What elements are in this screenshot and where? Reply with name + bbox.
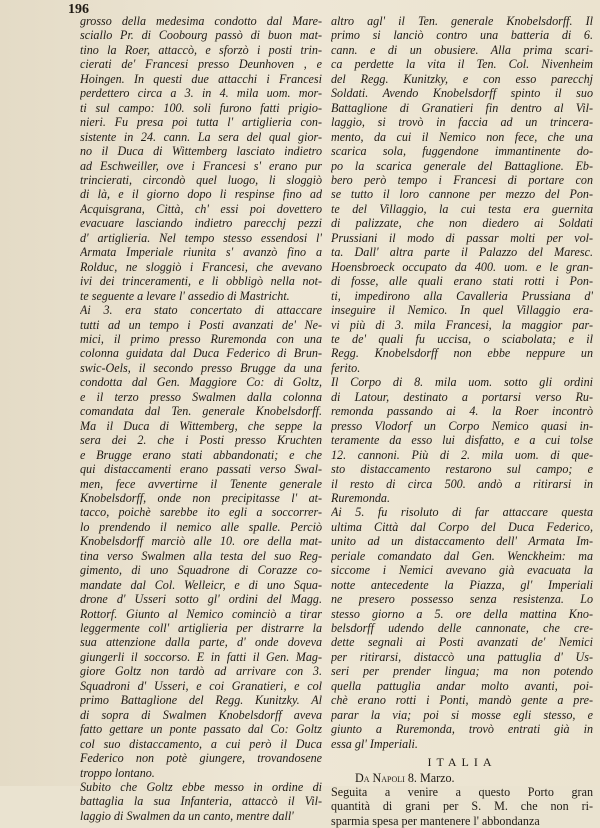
- text-line: il resto di circa 500. andò a ritirarsi in: [331, 476, 593, 491]
- text-line: Seguita a venire a questo Porto gran: [331, 785, 593, 800]
- text-line: giunto a Ruremonda, trovò entrati già in: [331, 722, 593, 737]
- text-line: comandata dal Ten. generale Knobelsdorff.: [80, 404, 322, 419]
- text-line: Prussiani il modo di passar molti per vol-: [331, 230, 593, 245]
- text-line: Rolduc, ne sloggiò i Francesi, che avevano: [80, 259, 322, 274]
- text-line: ne presero possesso senza resistenza. Lo: [331, 592, 593, 607]
- text-line: tutti ad un tempo i Posti avanzati de' Ne-: [80, 317, 322, 332]
- text-line: notte antecedente la Piazza, gl' Imperiali: [331, 577, 593, 592]
- final-paragraph: [331, 785, 593, 828]
- text-line: fatto gettare un ponte passato dal Co: Goltz: [80, 722, 322, 737]
- text-line: giore Goltz non tardò ad arrivare con 3.: [80, 664, 322, 679]
- dateline-date: 8. Marzo.: [407, 770, 455, 785]
- text-line: di palizzate, che non diedero ai Soldati: [331, 216, 593, 231]
- text-line: gimento, di uno Squadrone di Corazze co-: [80, 563, 322, 578]
- text-line: cann. e di un obusiere. Alla prima scari-: [331, 42, 593, 57]
- text-line: sistente in 24. cann. La sera del qual gior-: [80, 129, 322, 144]
- text-line: grosso della medesima condotto dal Mare-: [80, 14, 322, 28]
- text-line: del Regg. Kunitzky, e con esso parecchj: [331, 71, 593, 86]
- text-line: mento, da cui il Nemico non fece, che una: [331, 129, 593, 144]
- text-line: leggermente coll' artiglieria per distrarre la: [80, 621, 322, 636]
- text-line: te de' quali fu uccisa, o sciabolata; e il: [331, 331, 593, 346]
- text-line: troppo lontano.: [80, 765, 155, 780]
- text-line: Regg. Knobelsdorff non ebbe neppure un: [331, 346, 593, 361]
- text-line: presso Vlodorf un Corpo Nemico quasi in-: [331, 418, 593, 433]
- text-line: parar la via; poi si mosse egli stesso, e: [331, 707, 593, 722]
- text-line: tino la Roer, attaccò, e sforzò i posti trin-: [80, 42, 322, 57]
- text-line: primo Battaglione del Regg. Kunitzky. Al: [80, 693, 322, 708]
- text-line: Federico non potè giungere, trovandosene: [80, 751, 322, 766]
- text-line: di sopra di Swalmen Knobelsdorff aveva: [80, 707, 322, 722]
- text-line: seri per prender lingua; ma non potendo: [331, 664, 593, 679]
- text-line: ivi dei trinceramenti, e li obbligò nella not-: [80, 274, 322, 289]
- text-line: dette segnali ai Posti avanzati de' Nemici: [331, 635, 593, 650]
- text-line: nieri. Fu presa poi tutta l' artiglieria con-: [80, 115, 322, 130]
- text-line: Hoingen. In questi due attacchi i Francesi: [80, 71, 322, 86]
- left-column: [80, 14, 322, 823]
- text-line: inseguire il Nemico. In quel Villaggio era-: [331, 303, 593, 318]
- text-line: teramente da esso lui disfatto, e a cui tolse: [331, 433, 593, 448]
- text-line: essa gl' Imperiali.: [331, 736, 418, 751]
- text-line: te seguente a levare l' assedio di Mastricht.: [80, 288, 290, 303]
- text-line: di fosse, alle quali erano stati rotti i Pon-: [331, 274, 593, 289]
- text-line: mandate dal Col. Welleicr, e di uno Squa-: [80, 577, 322, 592]
- text-line: Il Corpo di 8. mila uom. sotto gli ordini: [331, 375, 593, 390]
- text-line: chè erano rotti i Ponti, mandò gente a pre-: [331, 693, 593, 708]
- text-line: Hoensbroeck occupato da 400. uom. e le gran-: [331, 259, 593, 274]
- text-line: te del Villaggio, la cui testa era guernita: [331, 201, 593, 216]
- text-line: 12. cannoni. Più di 2. mila uom. di que-: [331, 447, 593, 462]
- text-line: d' artiglieria. Nel tempo stesso essendosi l': [80, 230, 322, 245]
- text-line: condotta dal Gen. Maggiore Co: di Goltz,: [80, 375, 322, 390]
- text-line: po la scarica generale del Battaglione. Eb-: [331, 158, 593, 173]
- text-line: Ma il Duca di Wittemberg, che seppe la: [80, 418, 322, 433]
- text-line: Knobelsdorff marciò alle 10. ore della mat-: [80, 534, 322, 549]
- text-line: remonda passando ai 4. la Roer incontrò: [331, 404, 593, 419]
- text-line: ad Eschweiller, ove i Francesi s' erano pur: [80, 158, 322, 173]
- text-line: altro agl' il Ten. generale Knobelsdorff. Il: [331, 14, 593, 28]
- text-line: ca perdette la vita il Ten. Col. Nivenheim: [331, 57, 593, 72]
- text-line: Knobelsdorff, onde non precipitasse l' at-: [80, 490, 322, 505]
- text-line: Subito che Goltz ebbe messo in ordine di: [80, 780, 322, 795]
- text-line: quantità di grani per S. M. che non ri-: [331, 799, 593, 814]
- text-line: Soldati. Avendo Knobelsdorff spinto il suo: [331, 86, 593, 101]
- text-line: laggio, si trovò in faccia ad un trincera-: [331, 115, 593, 130]
- text-line: cierati de' Francesi presso Deunhoven , e: [80, 57, 322, 72]
- text-line: vi più di 3. mila Francesi, la maggior par-: [331, 317, 593, 332]
- text-line: swic-Oels, il secondo presso Brugge da una: [80, 360, 322, 375]
- text-line: mici, il primo presso Ruremonda con una: [80, 331, 322, 346]
- text-line: e Brugge erano stati abbandonati; e che: [80, 447, 322, 462]
- text-line: ferito.: [331, 360, 361, 375]
- text-line: di là, e il giorno dopo li respinse fino ad: [80, 187, 322, 202]
- right-column: [331, 14, 593, 828]
- text-line: periale comandato dal Gen. Wenckheim: ma: [331, 548, 593, 563]
- text-line: battaglia la sua Infanteria, attaccò il Vil-: [80, 794, 322, 809]
- text-line: tina verso Swalmen alla testa del suo Reg-: [80, 548, 322, 563]
- text-line: siccome i Nemici avevano già evacuata la: [331, 563, 593, 578]
- text-line: ti sul campo: 100. soli furono fatti prigio-: [80, 100, 322, 115]
- text-line: Armata Imperiale riunita s' avanzò fino a: [80, 245, 322, 260]
- text-line: quella pattuglia andar molto avanti, poi-: [331, 678, 593, 693]
- text-line: unito ad un distaccamento dell' Armata Im-: [331, 534, 593, 549]
- dateline: [331, 771, 593, 785]
- text-line: e il terzo presso Swalmen dalla colonna: [80, 389, 322, 404]
- right-column-body: [331, 14, 593, 751]
- text-line: sua attenzione dalla parte, d' onde doveva: [80, 635, 322, 650]
- text-line: qui distaccamenti erano passati verso Swal-: [80, 462, 322, 477]
- text-line: col suo distaccamento, a cui però il Duca: [80, 736, 322, 751]
- text-line: se tutto il loro cannone per mezzo del Pon-: [331, 187, 593, 202]
- text-line: sciallo Pr. di Coobourg passò di buon mat-: [80, 28, 322, 43]
- text-line: ti, impedirono alla Cavalleria Prussiana d': [331, 288, 593, 303]
- text-line: Rottorf. Giunto al Nemico cominciò a tirar: [80, 606, 322, 621]
- text-line: Ai 5. fu risoluto di far attaccare questa: [331, 505, 593, 520]
- text-line: Ai 3. era stato concertato di attaccare: [80, 303, 322, 318]
- text-line: bero però tempo i Francesi di portare con: [331, 172, 593, 187]
- text-line: Ruremonda.: [331, 490, 391, 505]
- text-line: sera dei 2. che i Posti presso Kruchten: [80, 433, 322, 448]
- text-line: sparmia spesa per mantenere l' abbondanza: [331, 813, 540, 828]
- text-line: sto distaccamento restarono sul campo; e: [331, 462, 593, 477]
- text-line: scarica sola, fuggendone immantinente do-: [331, 144, 593, 159]
- text-line: tacco, poichè sarebbe ito egli a soccorrer-: [80, 505, 322, 520]
- text-line: per ritirarsi, distaccò una pattuglia d' Us-: [331, 649, 593, 664]
- text-line: men, fece avvertirne il Tenente generale: [80, 476, 322, 491]
- text-line: Battaglione di Granatieri fin dentro al Vil-: [331, 100, 593, 115]
- text-line: no il Duca di Wittemberg lasciato indietro: [80, 144, 322, 159]
- text-line: perdettero circa a 3. in 4. mila uom. mor-: [80, 86, 322, 101]
- text-line: ta. Dall' altra parte il Palazzo del Maresc.: [331, 245, 593, 260]
- text-line: trincierati, circondò quel luogo, li sloggiò: [80, 172, 322, 187]
- page-number: 196: [68, 2, 89, 17]
- text-line: colonna guidata dal Duca Federico di Brun-: [80, 346, 322, 361]
- section-heading: ITALIA: [427, 755, 497, 770]
- dateline-city: Da Napoli: [355, 770, 405, 785]
- text-line: primo si lanciò contro una batteria di 6.: [331, 28, 593, 43]
- text-line: stesso giorno a 5. ore della mattina Kno-: [331, 606, 593, 621]
- text-line: evacuare lasciando indietro parecchj pezzi: [80, 216, 322, 231]
- text-line: Squadroni d' Usseri, e coi Granatieri, e col: [80, 678, 322, 693]
- text-line: Acquisgrana, Città, ch' essi poi dovettero: [80, 201, 322, 216]
- text-line: laggio di Swalmen da un canto, mentre dall': [80, 808, 294, 823]
- text-line: ultima Città dal Corpo del Duca Federico,: [331, 519, 593, 534]
- text-line: drone d' Usseri sotto gl' ordini del Magg.: [80, 592, 322, 607]
- text-line: giungerli il soccorso. E in fatti il Gen. Mag-: [80, 649, 322, 664]
- text-line: lo prendendo il nemico alle spalle. Perciò: [80, 519, 322, 534]
- text-line: di Latour, destinato a portarsi verso Ru-: [331, 389, 593, 404]
- text-line: belsdorff udendo delle cannonate, che cre-: [331, 621, 593, 636]
